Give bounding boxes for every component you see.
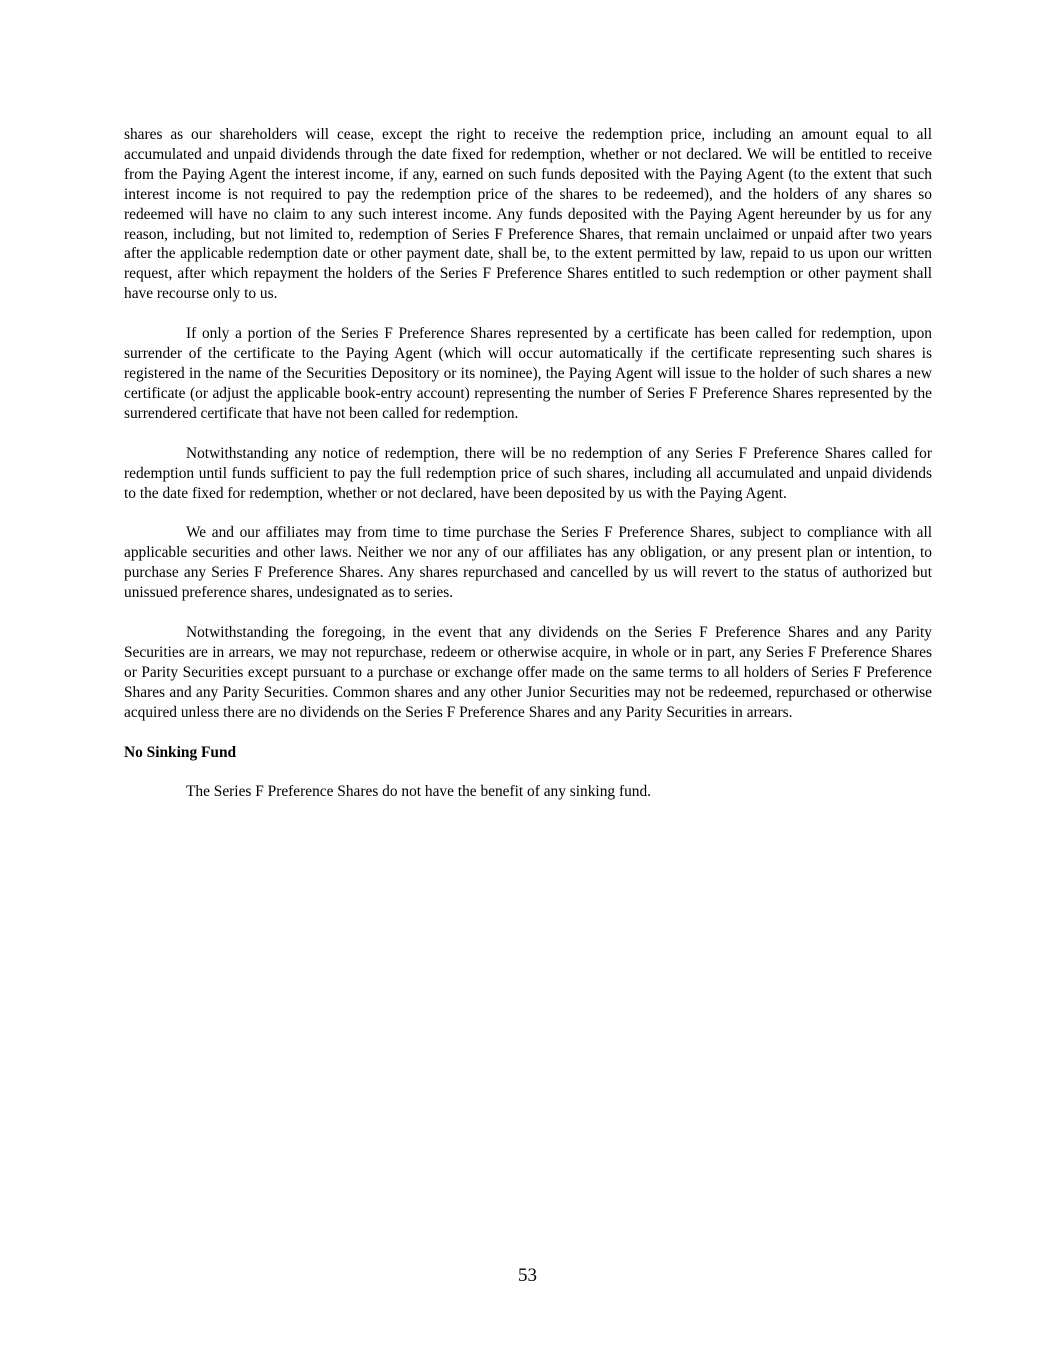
- document-page: [124, 125, 932, 822]
- page-number: 53: [518, 1265, 537, 1286]
- paragraph-affiliate-purchases: We and our affiliates may from time to time purchase the Series F Preference Shares, subject to compliance with all applicable securities and other laws. Neither we nor any of our affiliates has any obligation, or any present plan or intention, to purchase any Series F Preference Shares. Any shares repurchased and cancelled by us will revert to the status of authorized but unissued preference shares, undesignated as to series.: [124, 524, 932, 602]
- paragraph-redemption-continued: shares as our shareholders will cease, except the right to receive the redemption price, including an amount equal to all accumulated and unpaid dividends through the date fixed for redemption, whether or not declared. We will be entitled to receive from the Paying Agent the interest income, if any, earned on such funds deposited with the Paying Agent (to the extent that such interest income is not required to pay the redemption price of the shares to be redeemed), and the holders of any shares so redeemed will have no claim to any such interest income. Any funds deposited with the Paying Agent hereunder by us for any reason, including, but not limited to, redemption of Series F Preference Shares, that remain unclaimed or unpaid after two years after the applicable redemption date or other payment date, shall be, to the extent permitted by law, repaid to us upon our written request, after which repayment the holders of the Series F Preference Shares entitled to such redemption or other payment shall have recourse only to us.: [124, 126, 932, 303]
- paragraph-redemption-funds: Notwithstanding any notice of redemption, there will be no redemption of any Series F Preference Shares called for redemption until funds sufficient to pay the full redemption price of such shares, including all accumulated and unpaid dividends to the date fixed for redemption, whether or not declared, have been deposited by us with the Paying Agent.: [124, 444, 932, 502]
- section-heading: No Sinking Fund: [124, 743, 237, 761]
- paragraph-arrears-restrictions: Notwithstanding the foregoing, in the event that any dividends on the Series F Preference Shares and any Parity Securities are in arrears, we may not repurchase, redeem or otherwise acquire, in whole or in part, any Series F Preference Shares or Parity Securities except pursuant to a purchase or exchange offer made on the same terms to all holders of Series F Preference Shares and any Parity Securities. Common shares and any other Junior Securities may not be redeemed, repurchased or otherwise acquired unless there are no dividends on the Series F Preference Shares and any Parity Securities in arrears.: [124, 624, 932, 721]
- paragraph-partial-redemption: If only a portion of the Series F Preference Shares represented by a certificate has been called for redemption, upon surrender of the certificate to the Paying Agent (which will occur automatically if the certificate representing such shares is registered in the name of the Securities Depository or its nominee), the Paying Agent will issue to the holder of such shares a new certificate (or adjust the applicable book-entry account) representing the number of Series F Preference Shares represented by the surrendered certificate that have not been called for redemption.: [124, 325, 932, 422]
- paragraph-sinking-fund: The Series F Preference Shares do not have the benefit of any sinking fund.: [186, 783, 652, 801]
